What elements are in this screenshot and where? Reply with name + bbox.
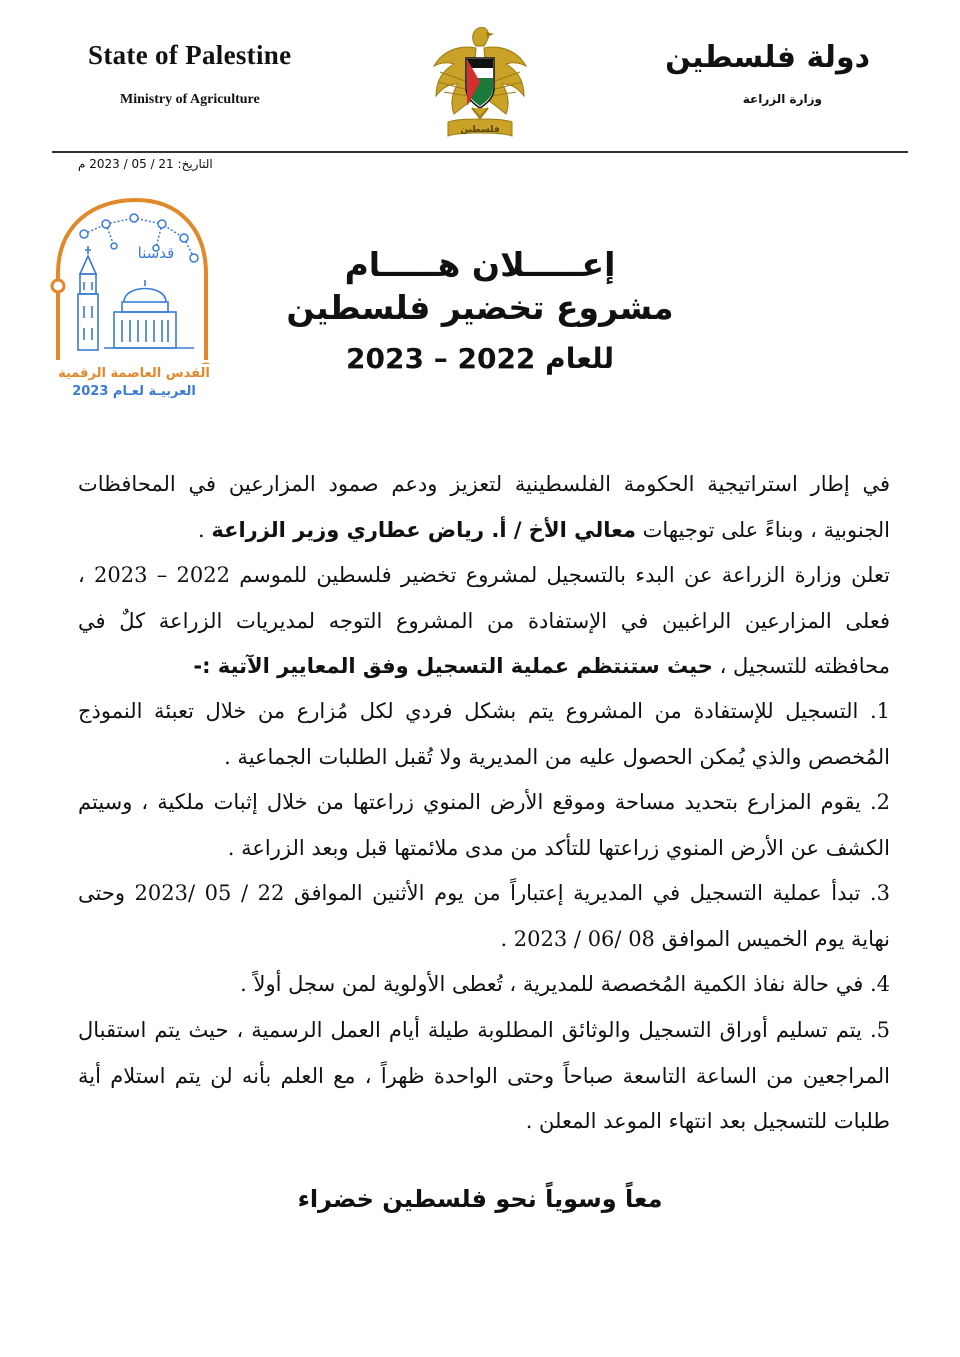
- criteria-text: يقوم المزارع بتحديد مساحة وموقع الأرض المنوي زراعتها من خلال إثبات ملكية ، وسيتم الكشف عن الأرض المنوي زراعتها للتأكد من مدى ملائمتها قبل وبعد الزراعة .: [78, 790, 890, 860]
- arabic-ministry-name: وزارة الزراعة: [742, 92, 822, 106]
- header-divider: [52, 151, 908, 153]
- intro-text: في إطار استراتيجية الحكومة الفلسطينية لتعزيز ودعم صمود المزارعين في المحافظات الجنوبية ، وبناءً على توجيهات: [78, 472, 890, 542]
- criteria-number: 3.: [869, 881, 890, 905]
- announcement-text: تعلن وزارة الزراعة عن البدء بالتسجيل لمشروع تخضير فلسطين للموسم 2022 – 2023 ، فعلى المزارعين الراغبين في الإستفادة من المشروع التوجه لمديريات الزراعة كلٌ في محافظته للتسجيل ،: [78, 563, 890, 678]
- logo-caption-line1: القدس العاصمة الرقمية: [58, 366, 210, 381]
- emblem-label: فلسطين: [460, 125, 500, 135]
- english-ministry-name: Ministry of Agriculture: [120, 92, 260, 107]
- criteria-item: [78, 962, 890, 1008]
- criteria-number: 2.: [869, 790, 890, 814]
- announcement-paragraph: [78, 553, 890, 690]
- logo-caption-line2: العربيـة لعـام 2023: [72, 384, 196, 399]
- criteria-item: [78, 780, 890, 871]
- project-year: للعام 2022 – 2023: [346, 342, 614, 375]
- criteria-text: تبدأ عملية التسجيل في المديرية إعتباراً من يوم الأثنين الموافق 22 / 05 /2023 وحتى نهاية يوم الخميس الموافق 08 /06 / 2023 .: [78, 881, 890, 951]
- date-label: التاريخ:: [177, 157, 213, 171]
- intro-end: .: [197, 517, 205, 542]
- criteria-item: [78, 871, 890, 962]
- arabic-state-name: دولة فلسطين: [665, 40, 870, 75]
- criteria-item: [78, 689, 890, 780]
- english-state-name: State of Palestine: [88, 40, 292, 70]
- criteria-number: 5.: [869, 1018, 890, 1042]
- criteria-item: [78, 1008, 890, 1145]
- jerusalem-digital-capital-logo: [44, 194, 220, 364]
- intro-paragraph: [78, 462, 890, 553]
- eagle-emblem-icon: [428, 22, 532, 146]
- announcement-title: إعـــــلان هـــــام: [344, 245, 616, 284]
- document-date: [78, 157, 213, 171]
- criteria-text: في حالة نفاذ الكمية المُخصصة للمديرية ، تُعطى الأولوية لمن سجل أولاً .: [240, 972, 864, 996]
- criteria-text: يتم تسليم أوراق التسجيل والوثائق المطلوبة طيلة أيام العمل الرسمية ، حيث يتم استقبال المراجعين من الساعة التاسعة صباحاً وحتى الواحدة ظهراً ، مع العلم بأنه لن يتم استلام أية طلبات للتسجيل بعد انتهاء الموعد المعلن .: [78, 1018, 890, 1133]
- closing-slogan: معاً وسوياً نحو فلسطين خضراء: [297, 1185, 663, 1213]
- criteria-heading: حيث ستنتظم عملية التسجيل وفق المعايير الآتية :-: [193, 654, 713, 678]
- minister-name: معالي الأخ / أ. رياض عطاري وزير الزراعة: [211, 517, 636, 542]
- criteria-number: 4.: [869, 972, 890, 996]
- project-title: مشروع تخضير فلسطين: [286, 288, 674, 327]
- criteria-text: التسجيل للإستفادة من المشروع يتم بشكل فردي لكل مُزارع من خلال تعبئة النموذج المُخصص والذي يُمكن الحصول عليه من المديرية ولا تُقبل الطلبات الجماعية .: [78, 699, 890, 769]
- date-value: 21 / 05 / 2023 م: [78, 157, 174, 171]
- logo-word: قدسنا: [137, 244, 175, 262]
- criteria-number: 1.: [869, 699, 890, 723]
